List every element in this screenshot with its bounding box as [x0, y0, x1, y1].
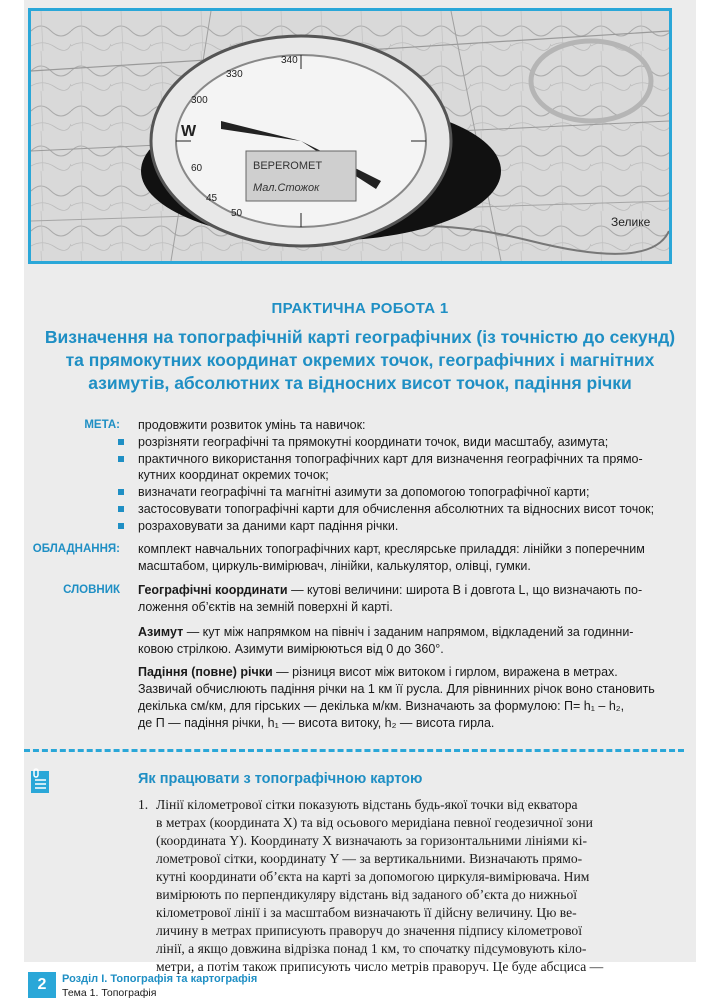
- svg-text:340: 340: [281, 55, 298, 66]
- document-icon: [30, 768, 50, 794]
- title-line: Визначення на топографічній карті географічних (із точністю до секунд): [44, 327, 676, 347]
- title-line: азимутів, абсолютних та відносних висот точок, падіння річки: [88, 373, 632, 393]
- svg-text:330: 330: [226, 69, 243, 80]
- svg-text:Зелике: Зелике: [611, 215, 651, 229]
- page-number: 2: [28, 972, 56, 998]
- compass-illustration: [31, 11, 669, 261]
- goal-bullet: практичного використання топографічних карт для визначення географічних та прямо- кутних координат окремих точок;: [138, 451, 678, 485]
- page-title: [30, 326, 690, 395]
- body-line: кутні координати об’єкта на карті за допомогою циркуля-вимірювача. Ним: [156, 869, 590, 884]
- goal-bullet: застосовувати топографічні карти для обчислення абсолютних та відносних висот точок;: [138, 501, 678, 518]
- svg-text:W: W: [181, 123, 197, 140]
- glossary-term-coordinates: Географічні координати — кутові величини: широта В і довгота L, що визначають по- ложення об’єктів на земній поверхні й карті.: [138, 583, 643, 614]
- footer-topic: Тема 1. Топографія: [62, 987, 157, 999]
- compass-map-photo: [28, 8, 672, 264]
- svg-text:300: 300: [191, 95, 208, 106]
- section-title: Як працювати з топографічною картою: [138, 771, 423, 787]
- equipment-block: комплект навчальних топографічних карт, креслярське приладдя: лінійки з поперечним масштабом, циркуль-вимірювач, лінійки, калькулятор, олівці, гумки.: [138, 542, 645, 573]
- goal-bullet: розрізняти географічні та прямокутні координати точок, види масштабу, азимута;: [138, 434, 678, 451]
- section-divider: [24, 749, 684, 752]
- goal-intro: продовжити розвиток умінь та навичок:: [138, 418, 366, 432]
- body-line: вимірюють по перпендикуляру відстань від заданого об’єкта до нижньої: [156, 887, 578, 902]
- body-line: (координата Y). Координату X визначають за горизонтальними лініями кі-: [156, 833, 587, 848]
- glossary-term-azimuth: Азимут — кут між напрямком на північ і заданим напрямом, відкладений за годинни- ковою стрілкою. Азимути вимірюються від 0 до 360°.: [138, 625, 634, 656]
- svg-text:Мал.Стожок: Мал.Стожок: [253, 182, 320, 194]
- svg-text:45: 45: [206, 193, 218, 204]
- compass-label-ref: BEPEROMET: [253, 160, 323, 172]
- goal-bullet: розраховувати за даними карт падіння річки.: [138, 518, 678, 535]
- glossary-term-river-fall: Падіння (повне) річки — різниця висот між витоком і гирлом, виражена в метрах. Зазвичай обчислюють падіння річки на 1 км її русла. Для рівнинних річок воно становить декілька см/км, для гірських — декілька м/км. Визначають за формулою: П= h₁ – h₂, де П — падіння річки, h₁ — висота витоку, h₂ — висота гирла.: [138, 665, 655, 730]
- body-line: в метрах (координата X) та від осьового меридіана певної геодезичної зони: [156, 815, 593, 830]
- item-number: 1.: [138, 797, 149, 812]
- practical-work-kicker: ПРАКТИЧНА РОБОТА 1: [271, 300, 449, 317]
- body-line: личину в метрах приписують праворуч до значення підпису кілометрової: [156, 923, 582, 938]
- section-body: [138, 796, 676, 976]
- glossary-label: СЛОВНИК: [63, 584, 120, 596]
- goal-label: МЕТА:: [84, 419, 120, 431]
- body-line: метри, а потім також приписують число метрів праворуч. Це буде абсциса —: [156, 959, 604, 974]
- svg-text:50: 50: [231, 208, 243, 219]
- body-line: лінії, а якщо довжина відрізка понад 1 км, то спочатку підсумовують кіло-: [156, 941, 587, 956]
- svg-text:60: 60: [191, 163, 203, 174]
- footer-chapter: Розділ І. Топографія та картографія: [62, 973, 258, 985]
- body-line: кілометрової лінії і за масштабом визначають її дійсну величину. Цю ве-: [156, 905, 577, 920]
- equipment-label: ОБЛАДНАННЯ:: [32, 543, 120, 555]
- goal-bullet: визначати географічні та магнітні азимути за допомогою топографічної карти;: [138, 484, 678, 501]
- body-line: лометрової сітки, координату Y — за вертикальними. Визначають прямо-: [156, 851, 583, 866]
- title-line: та прямокутних координат окремих точок, географічних і магнітних: [65, 350, 655, 370]
- body-line: Лінії кілометрової сітки показують відстань будь-якої точки від екватора: [156, 797, 578, 812]
- goal-block: [138, 417, 678, 535]
